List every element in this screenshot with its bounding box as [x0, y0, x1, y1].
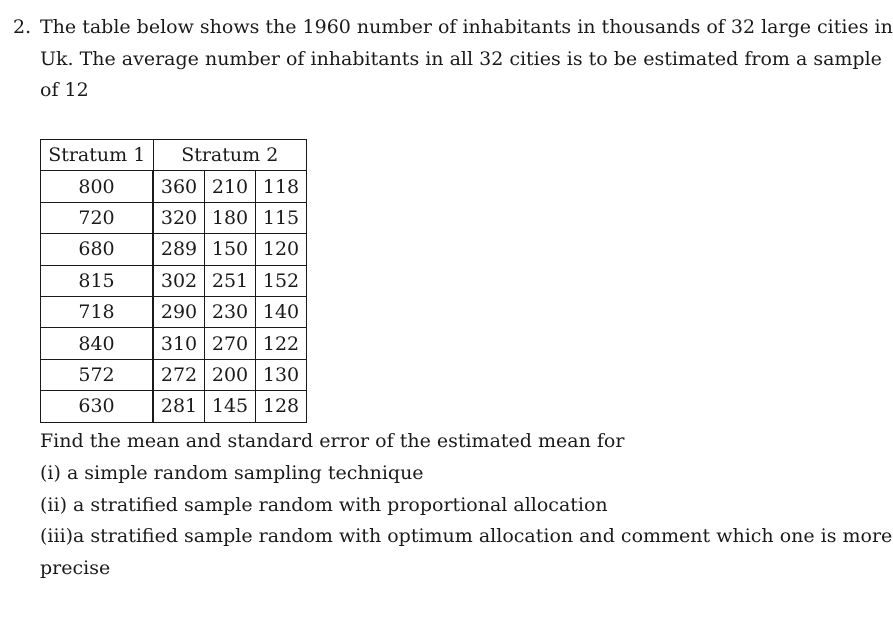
problem-statement: [13, 12, 893, 107]
table-cell: 251: [205, 265, 256, 296]
question-item-ii: (ii) a stratified sample random with proportional allocation: [40, 493, 608, 516]
table-cell: 140: [256, 296, 307, 327]
table-row: [41, 265, 307, 296]
table-cell: 272: [153, 359, 205, 390]
table-cell: 230: [205, 296, 256, 327]
table-header-row: [41, 140, 307, 171]
table-cell: 122: [256, 328, 307, 359]
question-item-i: (i) a simple random sampling technique: [40, 461, 424, 484]
table-cell: 302: [153, 265, 205, 296]
table-row: [41, 328, 307, 359]
table-cell: 180: [205, 202, 256, 233]
table-cell: 360: [153, 171, 205, 202]
table-row: [41, 202, 307, 233]
table-cell: 281: [153, 391, 205, 422]
question-list: [40, 426, 892, 585]
table-cell: 118: [256, 171, 307, 202]
table-cell: 290: [153, 296, 205, 327]
table-row: [41, 171, 307, 202]
table-cell: 680: [41, 234, 154, 265]
table-row: [41, 234, 307, 265]
table-cell: 120: [256, 234, 307, 265]
table-cell: 270: [205, 328, 256, 359]
table-cell: 630: [41, 391, 154, 422]
table-cell: 145: [205, 391, 256, 422]
table-cell: 720: [41, 202, 154, 233]
problem-line-2: Uk. The average number of inhabitants in all 32 cities is to be estimated from a sample: [40, 47, 882, 70]
question-item-iii-continued: precise: [40, 557, 111, 580]
table-cell: 800: [41, 171, 154, 202]
table-cell: 152: [256, 265, 307, 296]
table-cell: 130: [256, 359, 307, 390]
table-cell: 572: [41, 359, 154, 390]
table-cell: 320: [153, 202, 205, 233]
table-cell: 718: [41, 296, 154, 327]
table-cell: 310: [153, 328, 205, 359]
table-row: [41, 359, 307, 390]
table-cell: 815: [41, 265, 154, 296]
table-cell: 289: [153, 234, 205, 265]
table-row: [41, 296, 307, 327]
table-cell: 840: [41, 328, 154, 359]
inhabitants-table: [40, 139, 307, 423]
question-item-iii: (iii)a stratified sample random with optimum allocation and comment which one is more: [40, 525, 893, 548]
table-cell: 115: [256, 202, 307, 233]
question-intro: Find the mean and standard error of the estimated mean for: [40, 430, 625, 452]
table-cell: 150: [205, 234, 256, 265]
table-cell: 200: [205, 359, 256, 390]
table-row: [41, 391, 307, 422]
problem-line-3: of 12: [40, 79, 89, 101]
problem-line-1: 2. The table below shows the 1960 number of inhabitants in thousands of 32 large cities in: [13, 12, 843, 44]
table-cell: 128: [256, 391, 307, 422]
table-cell: 210: [205, 171, 256, 202]
problem-number: 2.: [13, 16, 32, 38]
header-stratum-2: Stratum 2: [153, 140, 307, 171]
header-stratum-1: Stratum 1: [41, 140, 154, 171]
